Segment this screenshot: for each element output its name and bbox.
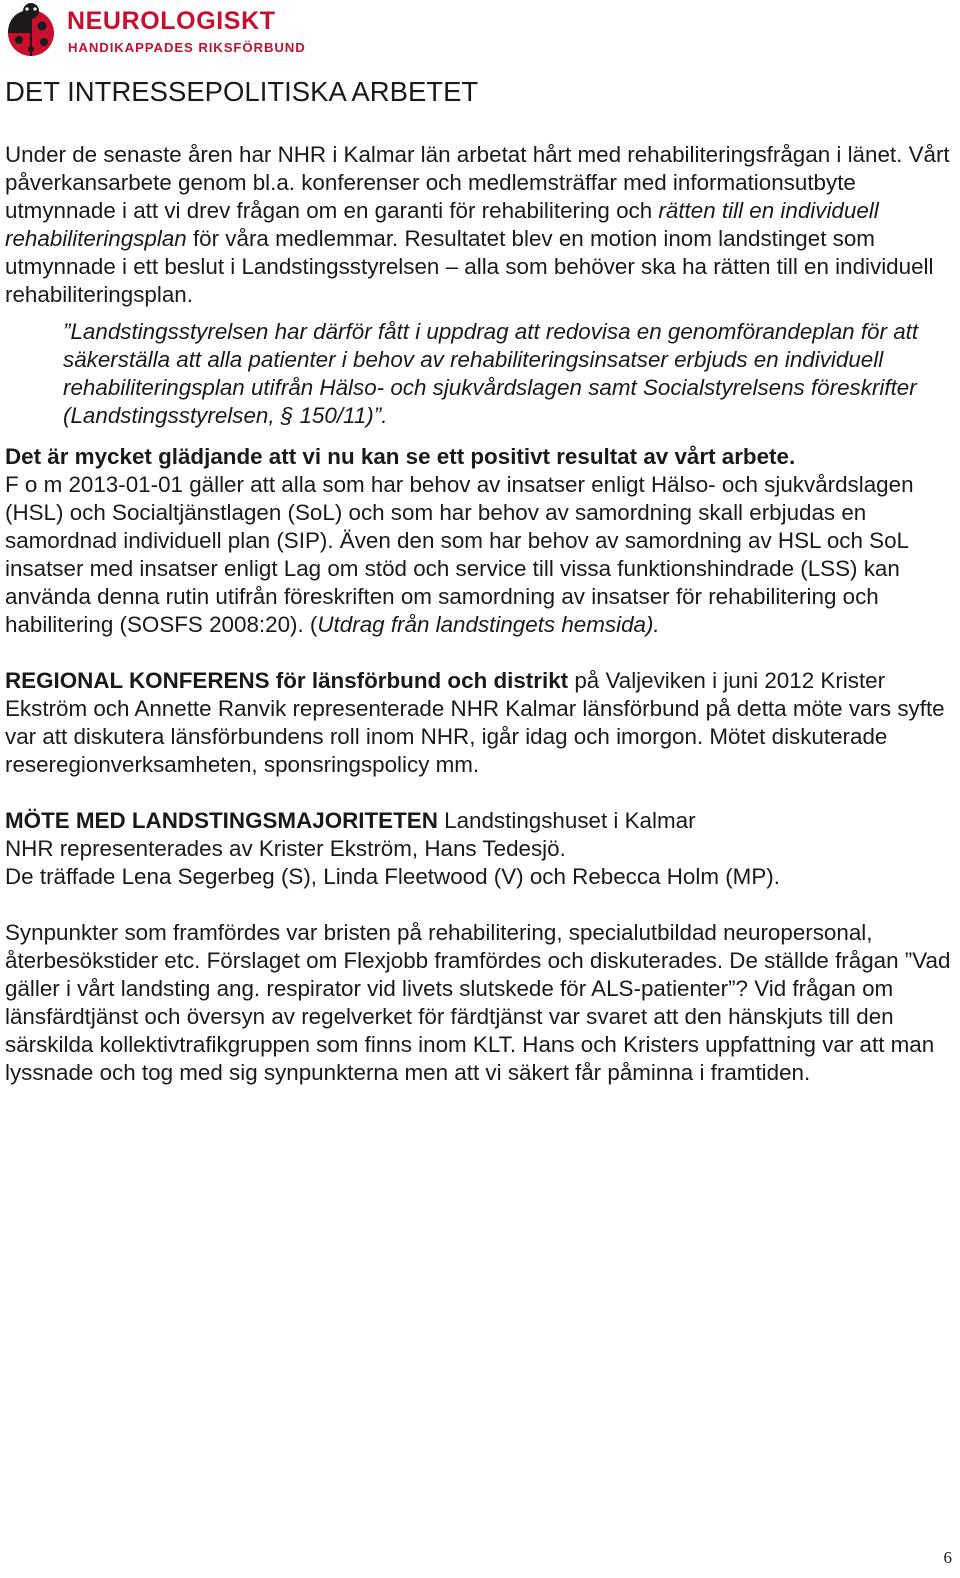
- page-title: DET INTRESSEPOLITISKA ARBETET: [5, 76, 479, 107]
- ladybug-logo-icon: [4, 2, 58, 58]
- document-body: [5, 141, 955, 1087]
- intro-paragraph: [5, 141, 955, 309]
- intro-italic: rätten till en individuell rehabiliteringsplan: [5, 198, 879, 251]
- meeting-line-3: De träffade Lena Segerbeg (S), Linda Fleetwood (V) och Rebecca Holm (MP).: [5, 864, 780, 889]
- org-name: NEUROLOGISKT: [67, 7, 276, 35]
- meeting-paragraph: [5, 807, 955, 891]
- regional-heading: REGIONAL KONFERENS för länsförbund och distrikt: [5, 668, 569, 693]
- viewpoints-paragraph: Synpunkter som framfördes var bristen på rehabilitering, specialutbildad neuropersonal, återbesökstider etc. Förslaget om Flexjobb framfördes och diskuterades. De ställde frågan ”Vad gäller i vårt landsting ang. respirator vid livets slutskede för ALS-patienter”? Vid frågan om länsfärdtjänst och översyn av regelverket för färdtjänst var svaret att den hänskjuts till den särskilda kollektivtrafikgruppen som finns inom KLT. Hans och Kristers uppfattning var att man lyssnade och tog med sig synpunkterna men att vi säkert får påminna i framtiden.: [5, 920, 951, 1085]
- regional-paragraph: [5, 667, 955, 779]
- quote-block: ”Landstingsstyrelsen har därför fått i uppdrag att redovisa en genomförandeplan för att säkerställa att alla patienter i behov av rehabiliteringsinsatser erbjuds en individuell rehabiliteringsplan utifrån Hälso- och sjukvårdslagen samt Socialstyrelsens föreskrifter (Landstingsstyrelsen, § 150/11)”.: [63, 319, 919, 428]
- regional-text: på Valjeviken i juni 2012 Krister Ekström och Annette Ranvik representerade NHR Kalmar länsförbund på detta möte vars syfte var att diskutera länsförbundens roll inom NHR, igår idag och imorgon. Mötet diskuterade reseregionverksamheten, sponsringspolicy mm.: [5, 668, 945, 777]
- org-subtitle: HANDIKAPPADES RIKSFÖRBUND: [68, 40, 306, 55]
- intro-text-1: Under de senaste åren har NHR i Kalmar län arbetat hårt med rehabiliteringsfrågan i länet. Vårt påverkansarbete genom bl.a. konferenser och medlemsträffar med informationsutbyte utmynnade i att vi drev frågan om en garanti för rehabilitering och: [5, 142, 950, 223]
- positive-source: Utdrag från landstingets hemsida).: [317, 612, 660, 637]
- intro-text-2: för våra medlemmar. Resultatet blev en motion inom landstinget som utmynnade i ett beslut i Landstingsstyrelsen – alla som behöver ska ha rätten till en individuell rehabiliteringsplan.: [5, 226, 934, 307]
- positive-paragraph: [5, 443, 955, 639]
- meeting-heading: MÖTE MED LANDSTINGSMAJORITETEN: [5, 808, 438, 833]
- positive-text: F o m 2013-01-01 gäller att alla som har behov av insatser enligt Hälso- och sjukvårdslagen (HSL) och Socialtjänstlagen (SoL) och som har behov av samordning skall erbjudas en samordnad individuell plan (SIP). Även den som har behov av samordning av HSL och SoL insatser med insatser enligt Lag om stöd och service till vissa funktionshindrade (LSS) kan använda denna rutin utifrån föreskriften om samordning av insatser för rehabilitering och habilitering (SOSFS 2008:20). (: [5, 472, 914, 637]
- meeting-line-2: NHR representerades av Krister Ekström, Hans Tedesjö.: [5, 836, 566, 861]
- page-header: [4, 2, 364, 60]
- positive-heading: Det är mycket glädjande att vi nu kan se ett positivt resultat av vårt arbete.: [5, 444, 796, 469]
- page-number: 6: [943, 1548, 952, 1567]
- meeting-location: Landstingshuset i Kalmar: [437, 808, 696, 833]
